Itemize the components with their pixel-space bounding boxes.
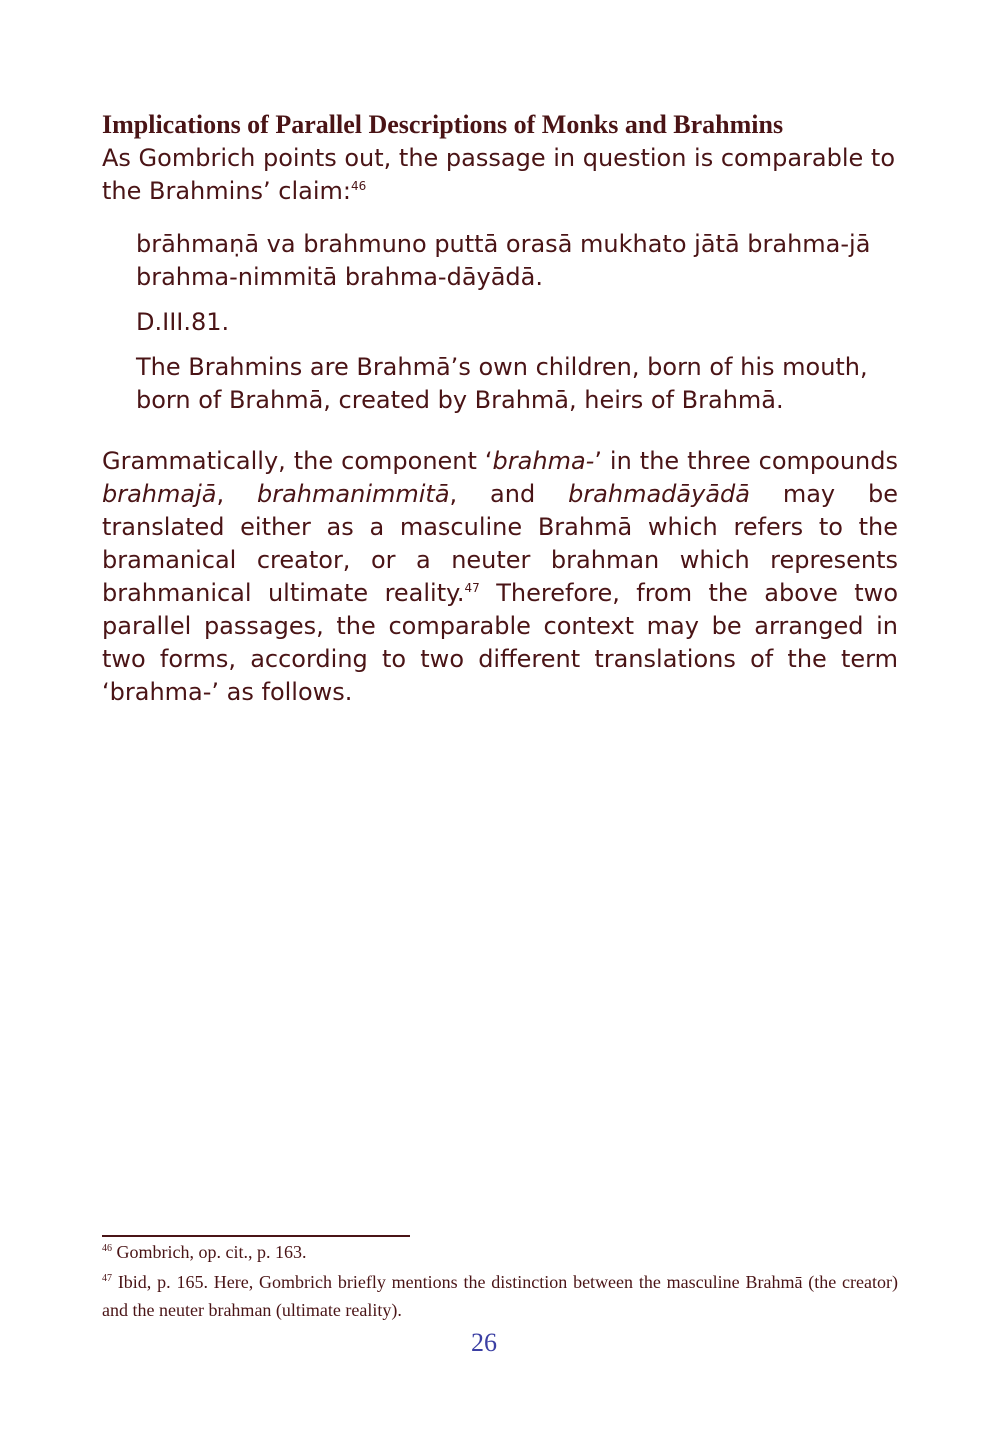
- term-brahmadayada: brahmadāyādā: [568, 480, 750, 508]
- translation-line-2: born of Brahmā, created by Brahmā, heirs of Brahmā.: [136, 386, 784, 414]
- quote-block: [136, 228, 896, 417]
- footnote-46: [102, 1238, 898, 1266]
- term-brahmaja: brahmajā: [102, 480, 217, 508]
- page-number: 26: [471, 1328, 497, 1357]
- footnote-47: [102, 1268, 898, 1324]
- footnote-ref-47: 47: [464, 581, 480, 595]
- footnote-divider: [102, 1235, 410, 1237]
- term-brahmanimmita: brahmanimmitā: [257, 480, 450, 508]
- footnote-text: Gombrich, op. cit., p. 163.: [112, 1242, 307, 1262]
- footnote-number: 46: [102, 1243, 112, 1254]
- term-brahma: brahma-: [492, 447, 595, 475]
- para-text-2: ’ in the three compounds: [594, 447, 898, 475]
- footnote-number: 47: [102, 1273, 112, 1284]
- translation-line-1: The Brahmins are Brahmā’s own children, born of his mouth,: [136, 353, 868, 381]
- footnotes: [102, 1238, 898, 1324]
- para-text-1: Grammatically, the component ‘: [102, 447, 493, 475]
- footnote-text: Ibid, p. 165. Here, Gombrich briefly mentions the distinction between the masculine Brahmā (the creator) and the neuter brahman (ultimate reality).: [102, 1272, 898, 1320]
- quote-translation: [136, 351, 896, 417]
- pali-line-1: brāhmaṇā va brahmuno puttā orasā mukhato jātā brahma-jā: [136, 230, 871, 258]
- intro-text: As Gombrich points out, the passage in question is comparable to the Brahmins’ claim:: [102, 144, 896, 205]
- para-text-5: may be translated either as a masculine Brahmā which refers to the bramanical creator, or a neuter brahman which represents brahmanical ultimate reality.: [102, 480, 899, 607]
- quote-reference: D.III.81.: [136, 308, 230, 336]
- intro-paragraph: [102, 142, 898, 208]
- footnote-ref-46: 46: [351, 179, 367, 193]
- pali-quote: [136, 228, 896, 294]
- para-text-3: ,: [216, 480, 257, 508]
- para-text-4: , and: [449, 480, 569, 508]
- para-text-6: Therefore, from the above two parallel passages, the comparable context may be arranged in two forms, according to two different translations of the term ‘brahma-’ as follows.: [102, 579, 898, 706]
- section-heading: Implications of Parallel Descriptions of Monks and Brahmins: [102, 110, 784, 139]
- pali-line-2: brahma-nimmitā brahma-dāyādā.: [136, 263, 544, 291]
- main-paragraph: [102, 445, 898, 709]
